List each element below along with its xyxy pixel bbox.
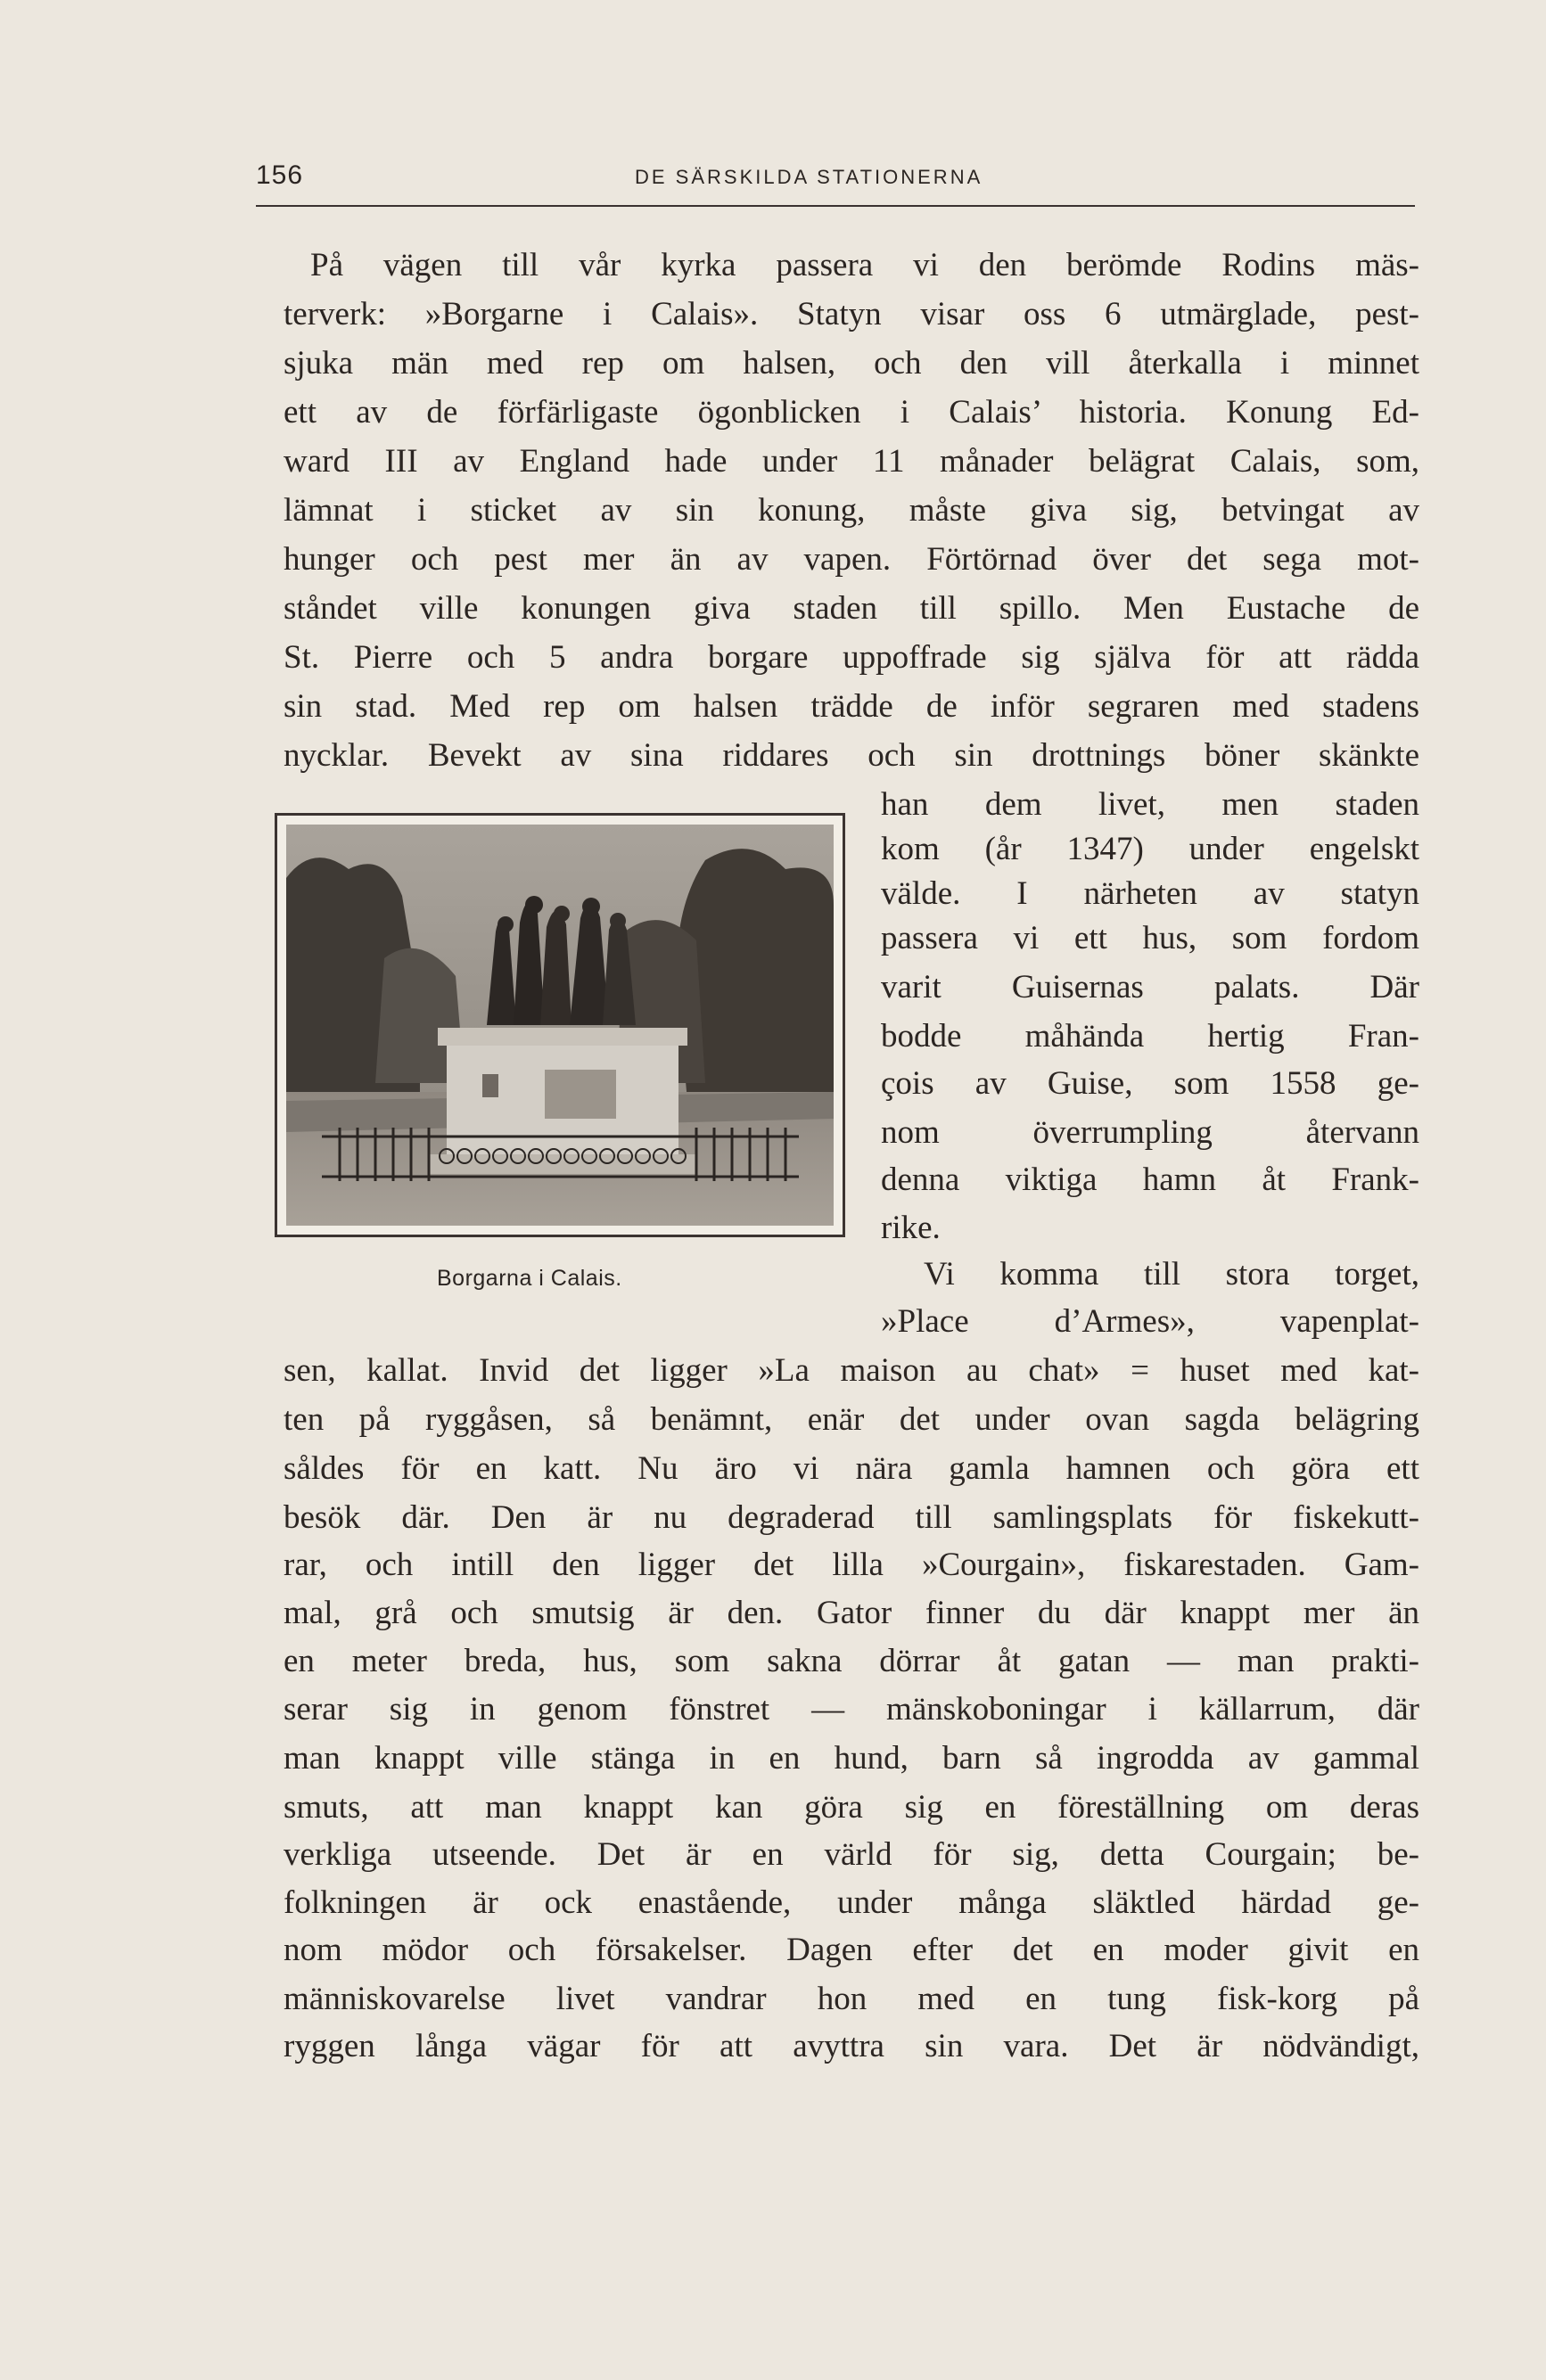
text-line: rike. <box>881 1210 941 1246</box>
text-line: människovarelse livet vandrar hon med en tung fisk-korg på <box>284 1981 1419 2017</box>
header-rule <box>256 205 1415 207</box>
text-line: nom överrumpling återvann <box>881 1114 1419 1151</box>
text-line: ett av de förfärligaste ögonblicken i Calais’ historia. Konung Ed- <box>284 394 1419 431</box>
text-line: välde. I närheten av statyn <box>881 875 1419 912</box>
page-header <box>256 160 1415 205</box>
text-line: sen, kallat. Invid det ligger »La maison au chat» = huset med kat- <box>284 1352 1419 1389</box>
text-line: »Place d’Armes», vapenplat- <box>881 1303 1419 1340</box>
text-line: På vägen till vår kyrka passera vi den berömde Rodins mäs- <box>310 247 1419 283</box>
text-line: lämnat i sticket av sin konung, måste giva sig, betvingat av <box>284 492 1419 529</box>
text-line: varit Guisernas palats. Där <box>881 969 1419 1005</box>
text-line: ståndet ville konungen giva staden till spillo. Men Eustache de <box>284 590 1419 627</box>
text-line: sjuka män med rep om halsen, och den vill återkalla i minnet <box>284 345 1419 382</box>
text-line: en meter breda, hus, som sakna dörrar åt gatan — man prakti- <box>284 1643 1419 1679</box>
text-line: nom mödor och försakelser. Dagen efter det en moder givit en <box>284 1932 1419 1968</box>
text-line: folkningen är ock enastående, under många släktled härdad ge- <box>284 1884 1419 1921</box>
text-line: man knappt ville stänga in en hund, barn så ingrodda av gammal <box>284 1740 1419 1777</box>
text-line: kom (år 1347) under engelskt <box>881 831 1419 867</box>
figure-caption: Borgarna i Calais. <box>437 1266 622 1291</box>
text-line: ten på ryggåsen, så benämnt, enär det under ovan sagda belägring <box>284 1401 1419 1438</box>
text-line: denna viktiga hamn åt Frank- <box>881 1161 1419 1198</box>
page-number: 156 <box>256 160 304 190</box>
text-line: St. Pierre och 5 andra borgare uppoffrade sig själva för att rädda <box>284 639 1419 676</box>
text-line: mal, grå och smutsig är den. Gator finner du där knappt mer än <box>284 1595 1419 1631</box>
text-line: terverk: »Borgarne i Calais». Statyn visar oss 6 utmärglade, pest- <box>284 296 1419 332</box>
text-line: smuts, att man knappt kan göra sig en föreställning om deras <box>284 1789 1419 1826</box>
text-line: hunger och pest mer än av vapen. Förtörnad över det sega mot- <box>284 541 1419 578</box>
text-line: Vi komma till stora torget, <box>924 1256 1419 1293</box>
text-line: nycklar. Bevekt av sina riddares och sin drottnings böner skänkte <box>284 737 1419 774</box>
text-line: ward III av England hade under 11 månader belägrat Calais, som, <box>284 443 1419 480</box>
text-line: besök där. Den är nu degraderad till samlingsplats för fiskekutt- <box>284 1499 1419 1536</box>
text-line: çois av Guise, som 1558 ge- <box>881 1065 1419 1102</box>
text-line: passera vi ett hus, som fordom <box>881 920 1419 956</box>
text-line: bodde måhända hertig Fran- <box>881 1018 1419 1055</box>
text-line: sin stad. Med rep om halsen trädde de inför segraren med stadens <box>284 688 1419 725</box>
text-line: serar sig in genom fönstret — mänskoboningar i källarrum, där <box>284 1691 1419 1728</box>
text-line: rar, och intill den ligger det lilla »Courgain», fiskarestaden. Gam- <box>284 1547 1419 1583</box>
statue-photograph-frame <box>275 813 845 1237</box>
text-line: han dem livet, men staden <box>881 786 1419 823</box>
statue-photo-icon <box>286 825 834 1226</box>
running-title: DE SÄRSKILDA STATIONERNA <box>635 166 983 188</box>
text-line: såldes för en katt. Nu äro vi nära gamla hamnen och göra ett <box>284 1450 1419 1487</box>
text-line: verkliga utseende. Det är en värld för sig, detta Courgain; be- <box>284 1836 1419 1873</box>
text-line: ryggen långa vägar för att avyttra sin vara. Det är nödvändigt, <box>284 2028 1419 2064</box>
